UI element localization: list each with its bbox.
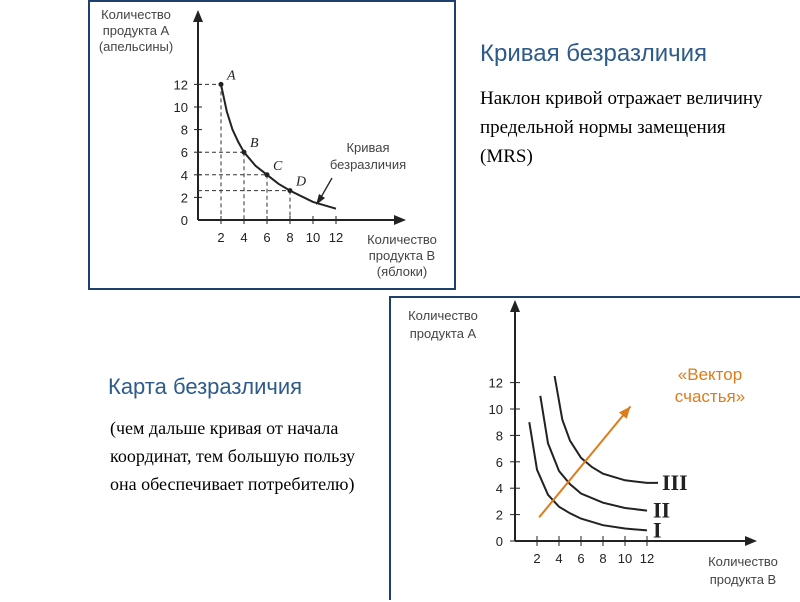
y-tick-label: 8 [495, 428, 503, 444]
x-tick-label: 12 [328, 230, 344, 245]
x-axis-title: Количество [708, 554, 778, 569]
y-tick-label: 4 [180, 167, 188, 183]
curve-roman-label: III [662, 469, 688, 495]
x-tick-label: 8 [599, 551, 607, 566]
x-tick-label: 10 [617, 551, 633, 566]
x-axis-title: Количество [367, 232, 437, 247]
y-tick-label: 12 [173, 77, 188, 93]
x-tick-label: 4 [240, 230, 248, 245]
x-axis-arrow [745, 536, 757, 546]
curve-label: безразличия [329, 157, 407, 172]
y-tick-label: 12 [488, 375, 503, 391]
y-tick-label: 10 [173, 100, 188, 115]
indifference-curve-chart [88, 0, 456, 290]
x-axis-arrow [394, 215, 406, 225]
happiness-vector-label-line1: «Вектор [677, 365, 743, 384]
y-axis-title: Количество [408, 308, 478, 323]
y-tick-label: 0 [180, 213, 188, 228]
y-axis-title: продукта А [102, 23, 170, 38]
happiness-vector-arrow [539, 406, 630, 517]
y-tick-label: 2 [180, 190, 188, 206]
y-axis-title: Количество [101, 7, 171, 22]
x-axis-title: продукта В [368, 248, 436, 263]
x-axis-title: (яблоки) [376, 264, 428, 279]
curve-label: Кривая [346, 140, 390, 155]
x-tick-label: 2 [217, 230, 225, 245]
indifference-curve-ii [540, 396, 647, 511]
curve-point-label: B [250, 136, 259, 152]
curve-roman-label: II [653, 497, 671, 523]
y-axis-arrow [193, 10, 203, 22]
y-axis-title: продукта А [409, 326, 477, 341]
y-tick-label: 6 [495, 454, 503, 470]
y-axis-title: (апельсины) [98, 39, 174, 54]
indifference-map-chart [389, 296, 800, 600]
y-tick-label: 6 [180, 145, 188, 161]
happiness-vector-label [650, 364, 770, 408]
curve-point-label: A [227, 68, 236, 84]
x-tick-label: 4 [555, 551, 563, 566]
y-tick-label: 4 [495, 481, 503, 497]
y-axis-arrow [510, 300, 520, 312]
indifference-curve-line [221, 84, 336, 208]
curve-point-c [265, 172, 270, 177]
indifference-map-description: (чем дальше кривая от начала координат, тем большую пользу она обеспечивает потребителю) [110, 418, 356, 494]
curve-point-label: C [273, 158, 283, 174]
indifference-curve-svg [90, 2, 458, 292]
happiness-vector-label-line2: счастья» [674, 387, 746, 406]
y-tick-label: 0 [495, 534, 503, 549]
x-tick-label: 10 [305, 230, 321, 245]
curve-point-label: D [296, 174, 307, 190]
indifference-map-svg [391, 298, 800, 602]
indifference-map-title: Карта безразличия [108, 374, 303, 399]
x-axis-title: продукта В [709, 572, 777, 587]
curve-roman-label: I [653, 517, 662, 543]
x-tick-label: 8 [286, 230, 294, 245]
x-tick-label: 6 [577, 551, 585, 566]
curve-point-b [242, 150, 247, 155]
y-tick-label: 10 [488, 402, 503, 417]
indifference-curve-description: Наклон кривой отражает величину предельной нормы замещения (MRS) [480, 88, 763, 167]
y-tick-label: 2 [495, 507, 503, 523]
curve-label-pointer [320, 178, 332, 199]
x-tick-label: 6 [263, 230, 271, 245]
x-tick-label: 2 [533, 551, 541, 566]
curve-point-d [288, 188, 293, 193]
curve-point-a [219, 82, 224, 87]
indifference-curve-iii [555, 376, 658, 483]
indifference-curve-title: Кривая безразличия [480, 40, 708, 67]
y-tick-label: 8 [180, 122, 188, 138]
x-tick-label: 12 [639, 551, 655, 566]
